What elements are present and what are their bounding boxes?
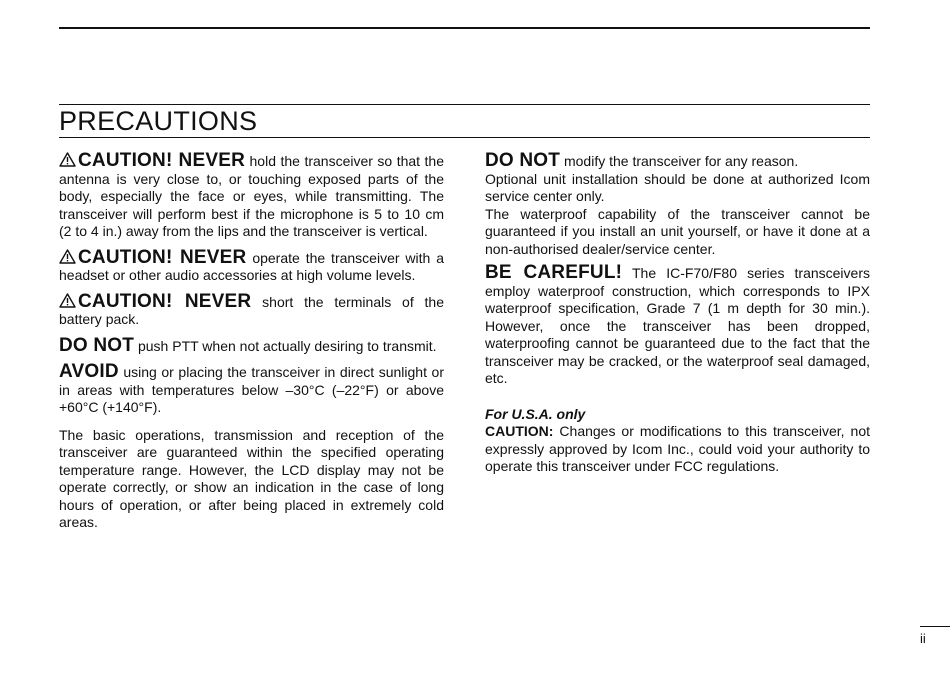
- precaution-text: The IC-F70/F80 series transceivers employ waterproof construction, which corresponds to IPX waterproof specification, Grade 7 (1 m depth for 30 min.). However, once the transceiver has been dropped, waterproofing cannot be guaranteed due to the fact that the transceiver may be cracked, or the waterproof seal damaged, etc.: [485, 265, 870, 386]
- precaution-text: short the terminals of the battery pack.: [59, 293, 444, 327]
- precaution-text: modify the transceiver for any reason.: [560, 153, 799, 169]
- top-rule: [59, 27, 870, 29]
- precaution-text: operate the transceiver with a headset or other audio accessories at high volume levels.: [59, 249, 444, 283]
- be-careful-section: [485, 264, 870, 388]
- precaution-item: [59, 290, 444, 329]
- precaution-item: [59, 152, 444, 241]
- warning-triangle-icon: [59, 293, 76, 308]
- avoid-label: AVOID: [59, 361, 119, 382]
- precaution-text: push PTT when not actually desiring to transmit.: [134, 337, 437, 354]
- optional-unit-note: Optional unit installation should be done at authorized Icom service center only.: [485, 170, 870, 204]
- precaution-item: [59, 363, 444, 417]
- precaution-text: using or placing the transceiver in direct sunlight or in areas with temperatures below –30°C (–22°F) or above +60°C (+140°F).: [59, 364, 444, 415]
- caution-label: CAUTION:: [485, 423, 554, 439]
- usa-only-heading: For U.S.A. only: [485, 405, 586, 422]
- title-rule-top: [59, 104, 870, 105]
- left-column: [59, 152, 444, 532]
- be-careful-label: BE CAREFUL!: [485, 262, 623, 283]
- do-not-label: DO NOT: [59, 334, 135, 356]
- precaution-text: hold the transceiver so that the antenna is very close to, or touching exposed parts of the body, especially the face or eyes, while transmitting. The transceiver will perform best if the microphone is 5 to 10 cm (2 to 4 in.) away from the lips and the transceiver is vertical.: [59, 153, 444, 239]
- operating-temperature-note: The basic operations, transmission and reception of the transceiver are guaranteed within the specified operating temperature range. However, the LCD display may not be operate correctly, or show an indication in the case of long hours of operation, or after being placed in extremely cold areas.: [59, 426, 444, 530]
- waterproof-install-note: The waterproof capability of the transceiver cannot be guaranteed if you install an unit yourself, or have it done at a non-authorised dealer/service center.: [485, 205, 870, 257]
- page-title: PRECAUTIONS: [59, 106, 258, 136]
- title-rule-bottom: [59, 137, 870, 138]
- caution-never-label: CAUTION! NEVER: [78, 150, 246, 171]
- page-number: ii: [920, 631, 926, 646]
- do-not-label: DO NOT: [485, 150, 561, 171]
- precaution-item: [59, 246, 444, 285]
- fcc-caution: [485, 423, 870, 476]
- do-not-modify-section: [485, 152, 870, 258]
- page-number-rule: [920, 626, 950, 627]
- warning-triangle-icon: [59, 249, 76, 264]
- precaution-item: [59, 334, 444, 356]
- warning-triangle-icon: [59, 152, 76, 167]
- caution-never-label: CAUTION! NEVER: [78, 290, 252, 312]
- caution-never-label: CAUTION! NEVER: [78, 246, 247, 268]
- fcc-caution-text: Changes or modifications to this transceiver, not expressly approved by Icom Inc., could void your authority to operate this transceiver under FCC regulations.: [485, 423, 870, 474]
- right-column: [485, 152, 870, 484]
